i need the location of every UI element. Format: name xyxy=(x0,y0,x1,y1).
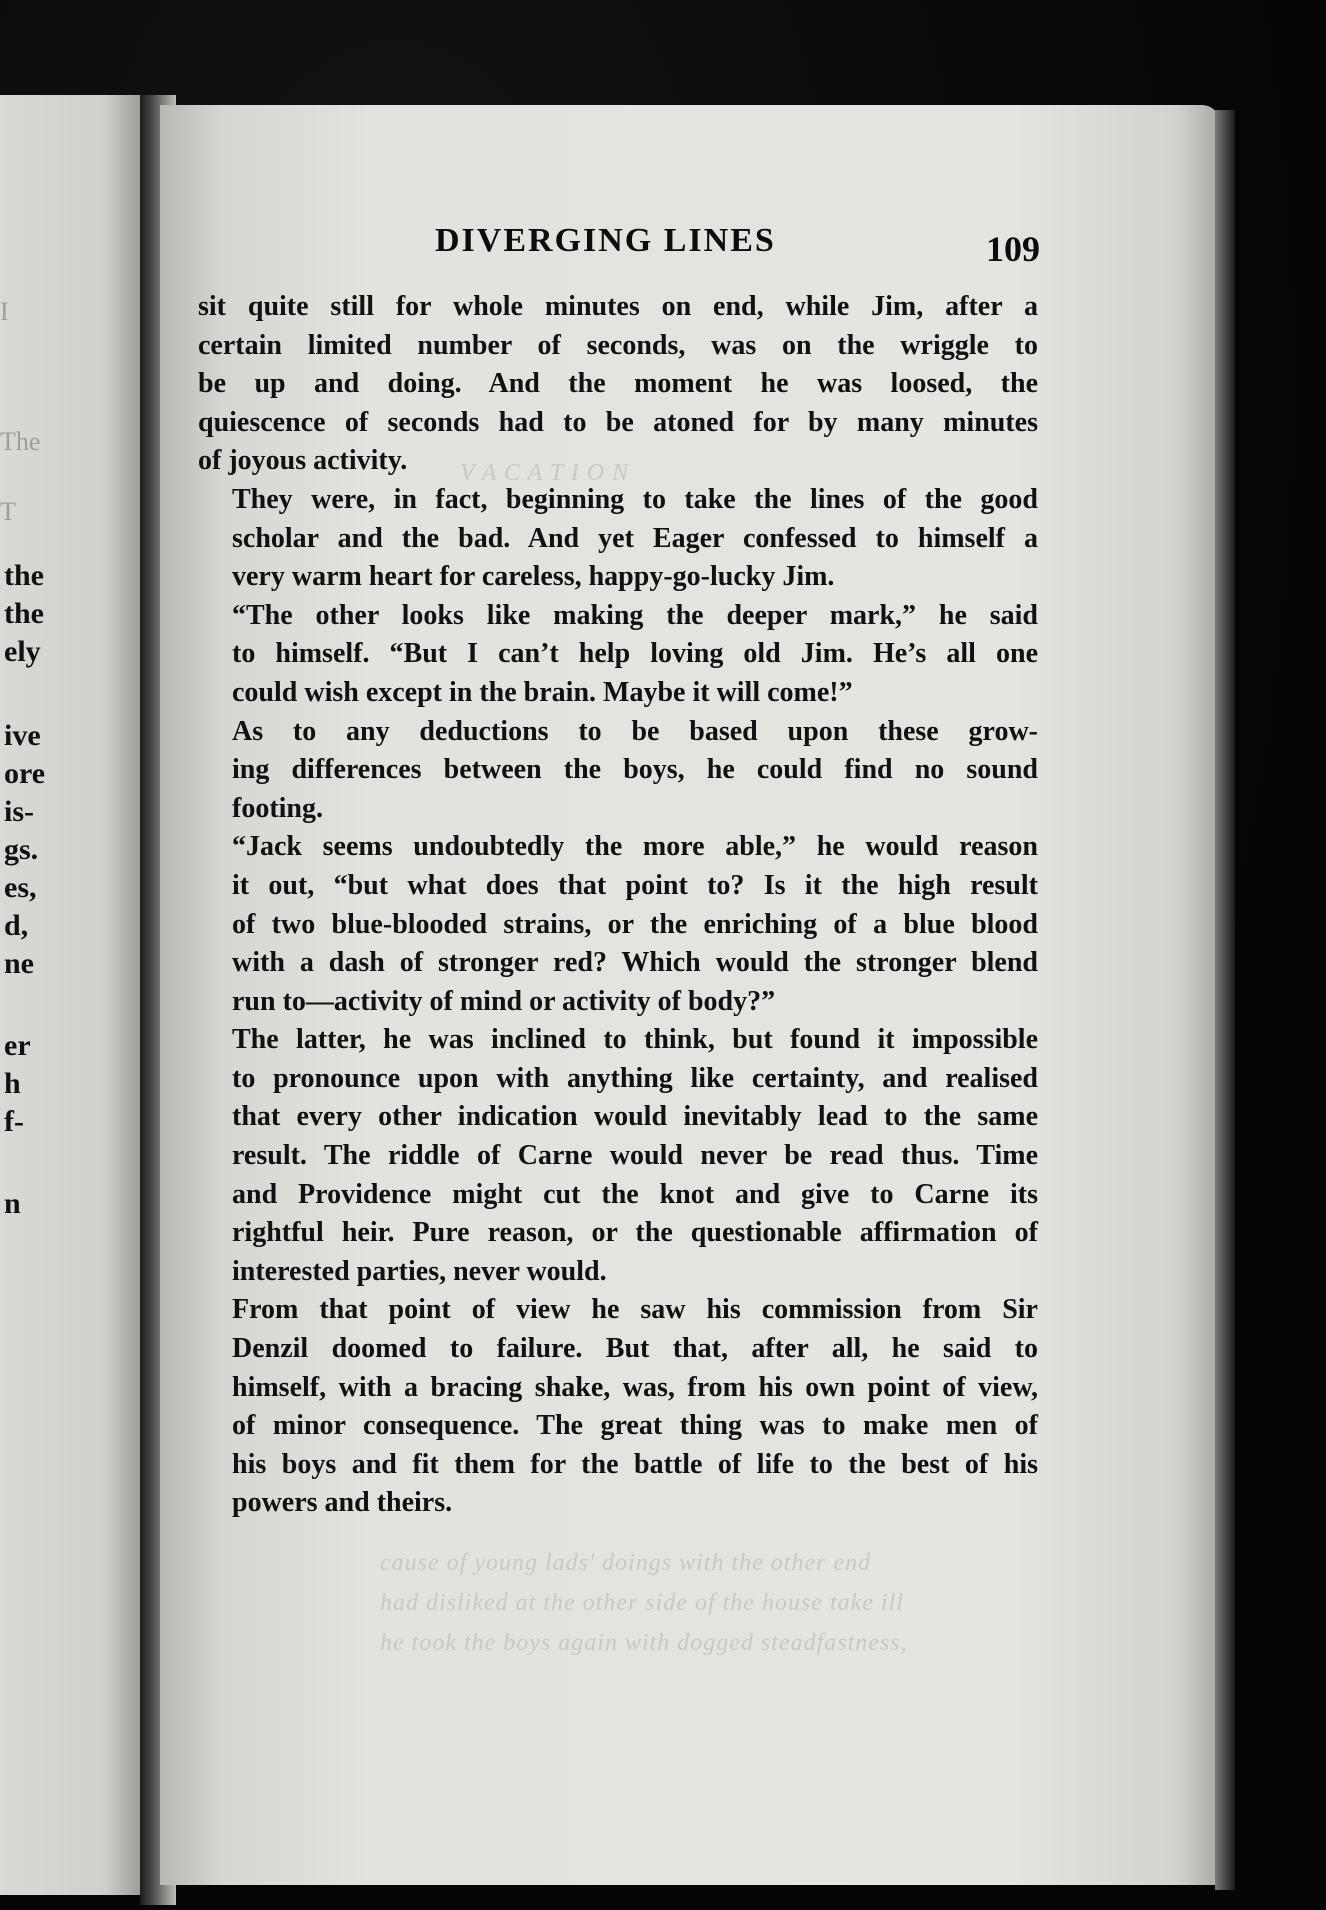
left-page-fragment: ive xyxy=(4,719,41,752)
bleed-through-text: he took the boys again with dogged steadfastness, xyxy=(380,1630,908,1656)
text-line: sit quite still for whole minutes on end, while Jim, after a xyxy=(198,291,1038,322)
left-page-fragment: gs. xyxy=(4,833,39,866)
left-page-fragment: ely xyxy=(4,635,41,668)
text-line: be up and doing. And the moment he was loosed, the xyxy=(198,368,1038,400)
left-page-fragment: ore xyxy=(4,757,46,790)
text-line: footing. xyxy=(232,792,323,824)
paragraph xyxy=(198,481,1038,597)
text-line: it out, “but what does that point to? Is it the high result xyxy=(232,869,1038,901)
text-line: rightful heir. Pure reason, or the questionable affirmation of xyxy=(232,1217,1038,1249)
text-line: Denzil doomed to failure. But that, after all, he said to xyxy=(232,1333,1038,1365)
left-page-fragment: n xyxy=(4,1187,21,1220)
running-head: DIVERGING LINES xyxy=(435,222,776,259)
text-line: As to any deductions to be based upon these grow- xyxy=(232,715,1038,747)
paragraph xyxy=(198,1291,1038,1523)
text-line: could wish except in the brain. Maybe it will come!” xyxy=(232,676,853,708)
text-line: The latter, he was inclined to think, but found it impossible xyxy=(232,1024,1038,1056)
text-line: They were, in fact, beginning to take the lines of the good xyxy=(232,483,1038,515)
left-page-fragment: the xyxy=(4,597,44,630)
page-number: 109 xyxy=(986,229,1040,269)
bleed-through-text: T xyxy=(0,497,16,526)
text-line: quiescence of seconds had to be atoned for by many minutes xyxy=(198,406,1038,438)
body-text xyxy=(198,288,1038,1523)
paragraph xyxy=(198,1021,1038,1291)
left-page-fragment: h xyxy=(4,1067,21,1100)
bleed-through-text: I xyxy=(0,297,9,326)
paragraph xyxy=(198,597,1038,713)
text-line: and Providence might cut the knot and give to Carne its xyxy=(232,1178,1038,1210)
text-line: to pronounce upon with anything like certainty, and realised xyxy=(232,1062,1038,1094)
text-line: result. The riddle of Carne would never be read thus. Time xyxy=(232,1140,1038,1172)
text-line: himself, with a bracing shake, was, from his own point of view, xyxy=(232,1371,1038,1403)
bleed-through-text: had disliked at the other side of the house take ill xyxy=(380,1590,904,1616)
bleed-through-text: cause of young lads' doings with the other end xyxy=(380,1550,872,1576)
text-line: interested parties, never would. xyxy=(232,1255,607,1287)
paragraph xyxy=(198,713,1038,829)
text-line: of minor consequence. The great thing was to make men of xyxy=(232,1410,1038,1442)
bleed-through-text: The xyxy=(0,427,41,456)
left-page-fragment: es, xyxy=(4,871,37,904)
paragraph xyxy=(198,828,1038,1021)
text-line: certain limited number of seconds, was on the wriggle to xyxy=(198,329,1038,361)
text-line: of joyous activity. xyxy=(198,445,408,477)
text-line: to himself. “But I can’t help loving old Jim. He’s all one xyxy=(232,638,1038,670)
paragraph xyxy=(198,288,1038,481)
left-page-fragment: d, xyxy=(4,909,29,942)
text-line: powers and theirs. xyxy=(232,1487,453,1519)
text-line: of two blue-blooded strains, or the enriching of a blue blood xyxy=(232,908,1038,940)
text-line: run to—activity of mind or activity of body?” xyxy=(232,985,776,1017)
left-page-fragment: ne xyxy=(4,947,34,980)
left-page-fragment: er xyxy=(4,1029,31,1062)
page-header xyxy=(200,222,1040,268)
text-line: scholar and the bad. And yet Eager confessed to himself a xyxy=(232,522,1038,554)
left-page-fragment: the xyxy=(4,559,44,592)
text-line: ing differences between the boys, he could find no sound xyxy=(232,754,1038,786)
left-page-fragment: f- xyxy=(4,1105,24,1138)
page-right-edge xyxy=(1215,110,1235,1890)
text-line: From that point of view he saw his commission from Sir xyxy=(232,1294,1038,1326)
left-page-fragment: is- xyxy=(4,795,34,828)
text-line: very warm heart for careless, happy-go-lucky Jim. xyxy=(232,561,835,593)
text-line: his boys and fit them for the battle of life to the best of his xyxy=(232,1448,1038,1480)
text-line: “The other looks like making the deeper mark,” he said xyxy=(232,599,1038,631)
text-line: “Jack seems undoubtedly the more able,” he would reason xyxy=(232,831,1038,863)
text-line: with a dash of stronger red? Which would the stronger blend xyxy=(232,947,1038,979)
facing-page-edge xyxy=(0,95,150,1895)
bleed-through-text: V A C A T I O N xyxy=(460,460,630,486)
text-line: that every other indication would inevitably lead to the same xyxy=(232,1101,1038,1133)
